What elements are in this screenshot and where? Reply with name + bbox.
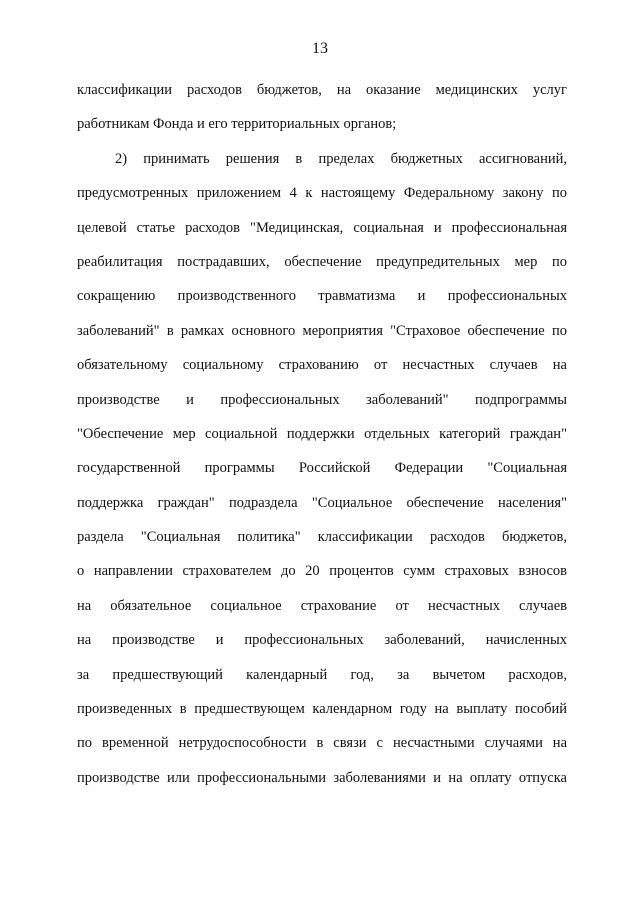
text-line: "Обеспечение мер социальной поддержки отдельных категорий граждан" xyxy=(77,425,567,442)
text-line: государственной программы Российской Федерации "Социальная xyxy=(77,460,567,477)
text-line: поддержка граждан" подраздела "Социальное обеспечение населения" xyxy=(77,494,567,511)
text-line: раздела "Социальная политика" классификации расходов бюджетов, xyxy=(77,529,567,546)
text-line: произведенных в предшествующем календарном году на выплату пособий xyxy=(77,701,567,718)
text-line: производстве или профессиональными заболеваниями и на оплату отпуска xyxy=(77,769,567,786)
body-text xyxy=(77,80,567,802)
text-line: классификации расходов бюджетов, на оказание медицинских услуг xyxy=(77,82,567,98)
text-line: о направлении страхователем до 20 процентов сумм страховых взносов xyxy=(77,563,567,580)
text-line: на производстве и профессиональных заболеваний, начисленных xyxy=(77,632,567,649)
text-line: реабилитация пострадавших, обеспечение предупредительных мер по xyxy=(77,253,567,270)
text-line: сокращению производственного травматизма и профессиональных xyxy=(77,288,567,305)
text-line: по временной нетрудоспособности в связи с несчастными случаями на xyxy=(77,735,567,752)
text-line: целевой статье расходов "Медицинская, социальная и профессиональная xyxy=(77,219,567,236)
page-number: 13 xyxy=(312,40,328,57)
text-line: предусмотренных приложением 4 к настоящему Федеральному закону по xyxy=(77,185,567,202)
text-line: на обязательное социальное страхование от несчастных случаев xyxy=(77,597,567,614)
text-line: за предшествующий календарный год, за вычетом расходов, xyxy=(77,666,567,683)
text-line: заболеваний" в рамках основного мероприятия "Страховое обеспечение по xyxy=(77,322,567,339)
text-line-paragraph-start: 2) принимать решения в пределах бюджетных ассигнований, xyxy=(115,150,567,167)
text-line: производстве и профессиональных заболеваний" подпрограммы xyxy=(77,391,567,408)
text-line: обязательному социальному страхованию от несчастных случаев на xyxy=(77,357,567,374)
text-line: работникам Фонда и его территориальных органов; xyxy=(77,116,397,133)
